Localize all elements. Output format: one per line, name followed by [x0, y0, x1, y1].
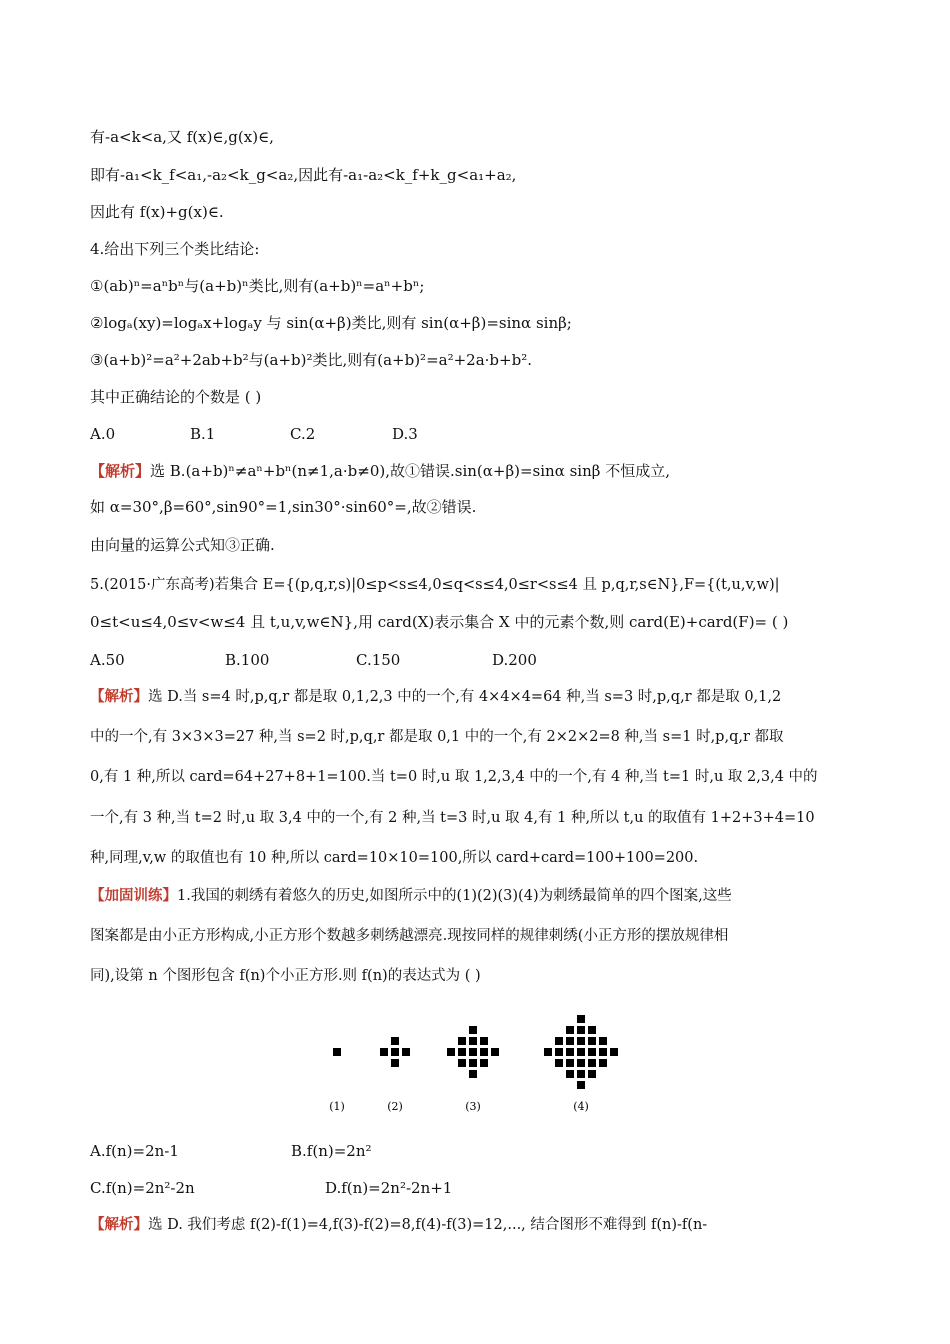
pattern-square	[577, 1015, 585, 1023]
pattern-square	[491, 1048, 499, 1056]
pattern-square	[447, 1048, 455, 1056]
pattern-square	[402, 1048, 410, 1056]
option-b: B.100	[225, 651, 270, 669]
pattern-square	[566, 1059, 574, 1067]
option-c: C.2	[290, 425, 316, 443]
pattern-square	[469, 1026, 477, 1034]
pattern-square	[333, 1048, 341, 1056]
pattern-square	[577, 1026, 585, 1034]
option-d: D.3	[392, 425, 418, 443]
text-line: 如 α=30°,β=60°,sin90°=1,sin30°·sin60°=,故②错误.	[90, 498, 477, 516]
pattern-square	[566, 1048, 574, 1056]
pattern-square	[566, 1070, 574, 1078]
analysis-mark: 【解析】	[90, 688, 148, 705]
pattern-square	[469, 1059, 477, 1067]
figure-caption-1: (1)	[329, 1100, 345, 1113]
pattern-square	[458, 1048, 466, 1056]
analysis-text: 选 D. 我们考虑 f(2)-f(1)=4,f(3)-f(2)=8,f(4)-f(3)=12,..., 结合图形不难得到 f(n)-f(n-	[148, 1217, 708, 1233]
pattern-square	[599, 1059, 607, 1067]
figure-caption-4: (4)	[573, 1100, 589, 1113]
text-line: ③(a+b)²=a²+2ab+b²与(a+b)²类比,则有(a+b)²=a²+2a·b+b².	[90, 351, 532, 369]
pattern-square	[577, 1081, 585, 1089]
pattern-square	[599, 1048, 607, 1056]
pattern-square	[555, 1059, 563, 1067]
option-d: D.200	[492, 651, 537, 669]
pattern-square	[469, 1070, 477, 1078]
analysis-line	[90, 461, 670, 481]
pattern-square	[577, 1048, 585, 1056]
analysis-mark: 【解析】	[90, 462, 151, 480]
text-line: 其中正确结论的个数是 ( )	[90, 388, 262, 406]
text-line: 0≤t<u≤4,0≤v<w≤4 且 t,u,v,w∈N},用 card(X)表示集合 X 中的元素个数,则 card(E)+card(F)= ( )	[90, 613, 789, 631]
analysis-line	[90, 1215, 707, 1235]
pattern-square	[391, 1048, 399, 1056]
option-b: B.f(n)=2n²	[291, 1142, 372, 1160]
text-line: 即有-a₁<k_f<a₁,-a₂<k_g<a₂,因此有-a₁-a₂<k_f+k_g<a₁+a₂,	[90, 166, 517, 184]
pattern-square	[588, 1026, 596, 1034]
text-line: 同),设第 n 个图形包含 f(n)个小正方形.则 f(n)的表达式为 ( )	[90, 968, 481, 984]
pattern-square	[566, 1026, 574, 1034]
option-a: A.f(n)=2n-1	[90, 1142, 179, 1160]
pattern-square	[480, 1048, 488, 1056]
text-line: 由向量的运算公式知③正确.	[90, 536, 275, 554]
question-4-title: 4.给出下列三个类比结论:	[90, 240, 260, 258]
pattern-square	[555, 1037, 563, 1045]
option-d: D.f(n)=2n²-2n+1	[325, 1179, 453, 1197]
text-line: 一个,有 3 种,当 t=2 时,u 取 3,4 中的一个,有 2 种,当 t=3 时,u 取 4,有 1 种,所以 t,u 的取值有 1+2+3+4=10	[90, 810, 815, 826]
pattern-square	[599, 1037, 607, 1045]
text-line: 有-a<k<a,又 f(x)∈,g(x)∈,	[90, 128, 274, 146]
pattern-square	[480, 1059, 488, 1067]
pattern-square	[480, 1037, 488, 1045]
text-line: 种,同理,v,w 的取值也有 10 种,所以 card=10×10=100,所以 card+card=100+100=200.	[90, 850, 699, 866]
pattern-square	[577, 1070, 585, 1078]
option-b: B.1	[190, 425, 216, 443]
pattern-square	[555, 1048, 563, 1056]
option-c: C.150	[356, 651, 401, 669]
text-line: 因此有 f(x)+g(x)∈.	[90, 203, 224, 221]
pattern-square	[380, 1048, 388, 1056]
figure-caption-3: (3)	[465, 1100, 481, 1113]
pattern-square	[544, 1048, 552, 1056]
pattern-square	[577, 1037, 585, 1045]
pattern-square	[458, 1037, 466, 1045]
question-5-title: 5.(2015·广东高考)若集合 E={(p,q,r,s)|0≤p<s≤4,0≤q<s≤4,0≤r<s≤4 且 p,q,r,s∈N},F={(t,u,v,w)|	[90, 577, 780, 593]
pattern-square	[588, 1048, 596, 1056]
analysis-text: 选 B.(a+b)ⁿ≠aⁿ+bⁿ(n≠1,a·b≠0),故①错误.sin(α+β)=sinα sinβ 不恒成立,	[150, 462, 670, 480]
pattern-square	[610, 1048, 618, 1056]
analysis-mark: 【解析】	[90, 1216, 148, 1233]
pattern-square	[469, 1037, 477, 1045]
pattern-square	[391, 1059, 399, 1067]
text-line: 图案都是由小正方形构成,小正方形个数越多刺绣越漂亮.现按同样的规律刺绣(小正方形的摆放规律相	[90, 928, 729, 944]
analysis-line	[90, 687, 781, 707]
text-line: ②logₐ(xy)=logₐx+logₐy 与 sin(α+β)类比,则有 sin(α+β)=sinα sinβ;	[90, 314, 572, 332]
reinforcement-mark: 【加固训练】	[90, 887, 177, 904]
option-c: C.f(n)=2n²-2n	[90, 1179, 195, 1197]
pattern-square	[577, 1059, 585, 1067]
pattern-square	[588, 1070, 596, 1078]
pattern-square	[469, 1048, 477, 1056]
pattern-square	[566, 1037, 574, 1045]
pattern-square	[588, 1059, 596, 1067]
embroidery-pattern-figure	[300, 1000, 660, 1125]
pattern-square	[588, 1037, 596, 1045]
pattern-squares	[333, 1015, 618, 1089]
reinforcement-text: 1.我国的刺绣有着悠久的历史,如图所示中的(1)(2)(3)(4)为刺绣最简单的四个图案,这些	[177, 888, 732, 904]
figure-caption-2: (2)	[387, 1100, 403, 1113]
option-a: A.0	[90, 425, 116, 443]
option-a: A.50	[90, 651, 125, 669]
pattern-square	[458, 1059, 466, 1067]
reinforcement-line	[90, 886, 732, 906]
text-line: 中的一个,有 3×3×3=27 种,当 s=2 时,p,q,r 都是取 0,1 中的一个,有 2×2×2=8 种,当 s=1 时,p,q,r 都取	[90, 729, 784, 745]
pattern-square	[391, 1037, 399, 1045]
text-line: ①(ab)ⁿ=aⁿbⁿ与(a+b)ⁿ类比,则有(a+b)ⁿ=aⁿ+bⁿ;	[90, 277, 425, 295]
text-line: 0,有 1 种,所以 card=64+27+8+1=100.当 t=0 时,u 取 1,2,3,4 中的一个,有 4 种,当 t=1 时,u 取 2,3,4 中的	[90, 769, 818, 785]
analysis-text: 选 D.当 s=4 时,p,q,r 都是取 0,1,2,3 中的一个,有 4×4×4=64 种,当 s=3 时,p,q,r 都是取 0,1,2	[148, 689, 782, 705]
